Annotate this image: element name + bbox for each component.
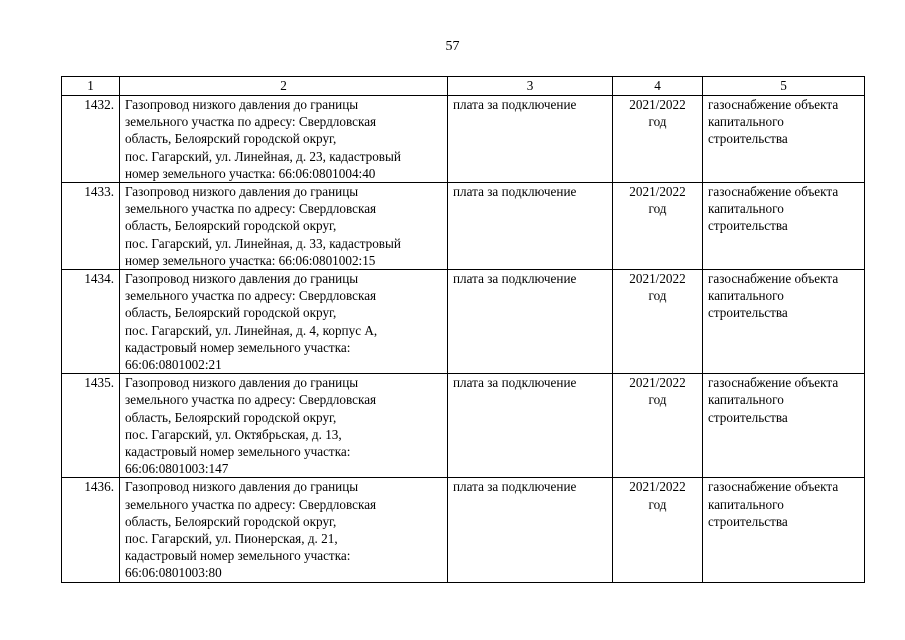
payment-type: плата за подключение [448,96,613,183]
period: 2021/2022 год [613,183,703,270]
row-number: 1434. [62,270,120,374]
table-row [62,478,865,582]
document-table [61,76,865,583]
row-number: 1435. [62,374,120,478]
payment-type: плата за подключение [448,270,613,374]
payment-type: плата за подключение [448,374,613,478]
purpose: газоснабжение объекта капитального строительства [703,183,865,270]
period: 2021/2022 год [613,478,703,582]
table-row [62,270,865,374]
purpose: газоснабжение объекта капитального строительства [703,374,865,478]
column-header: 1 [62,77,120,96]
object-description: Газопровод низкого давления до границы земельного участка по адресу: Свердловская область, Белоярский городской округ, пос. Гагарский, ул. Линейная, д. 23, кадастровый номер земельного участка: 66:06:0801004:40 [120,96,448,183]
table-row [62,96,865,183]
table-header-row [62,77,865,96]
row-number: 1433. [62,183,120,270]
payment-type: плата за подключение [448,478,613,582]
page-number: 57 [445,39,460,54]
object-description: Газопровод низкого давления до границы земельного участка по адресу: Свердловская область, Белоярский городской округ, пос. Гагарский, ул. Пионерская, д. 21, кадастровый номер земельного участка: 66:06:0801003:80 [120,478,448,582]
purpose: газоснабжение объекта капитального строительства [703,270,865,374]
row-number: 1432. [62,96,120,183]
table-row [62,183,865,270]
column-header: 5 [703,77,865,96]
purpose: газоснабжение объекта капитального строительства [703,96,865,183]
row-number: 1436. [62,478,120,582]
column-header: 4 [613,77,703,96]
payment-type: плата за подключение [448,183,613,270]
table-row [62,374,865,478]
column-header: 2 [120,77,448,96]
column-header: 3 [448,77,613,96]
object-description: Газопровод низкого давления до границы земельного участка по адресу: Свердловская область, Белоярский городской округ, пос. Гагарский, ул. Линейная, д. 33, кадастровый номер земельного участка: 66:06:0801002:15 [120,183,448,270]
object-description: Газопровод низкого давления до границы земельного участка по адресу: Свердловская область, Белоярский городской округ, пос. Гагарский, ул. Линейная, д. 4, корпус А, кадастровый номер земельного участка: 66:06:0801002:21 [120,270,448,374]
period: 2021/2022 год [613,374,703,478]
period: 2021/2022 год [613,96,703,183]
period: 2021/2022 год [613,270,703,374]
purpose: газоснабжение объекта капитального строительства [703,478,865,582]
object-description: Газопровод низкого давления до границы земельного участка по адресу: Свердловская область, Белоярский городской округ, пос. Гагарский, ул. Октябрьская, д. 13, кадастровый номер земельного участка: 66:06:0801003:147 [120,374,448,478]
